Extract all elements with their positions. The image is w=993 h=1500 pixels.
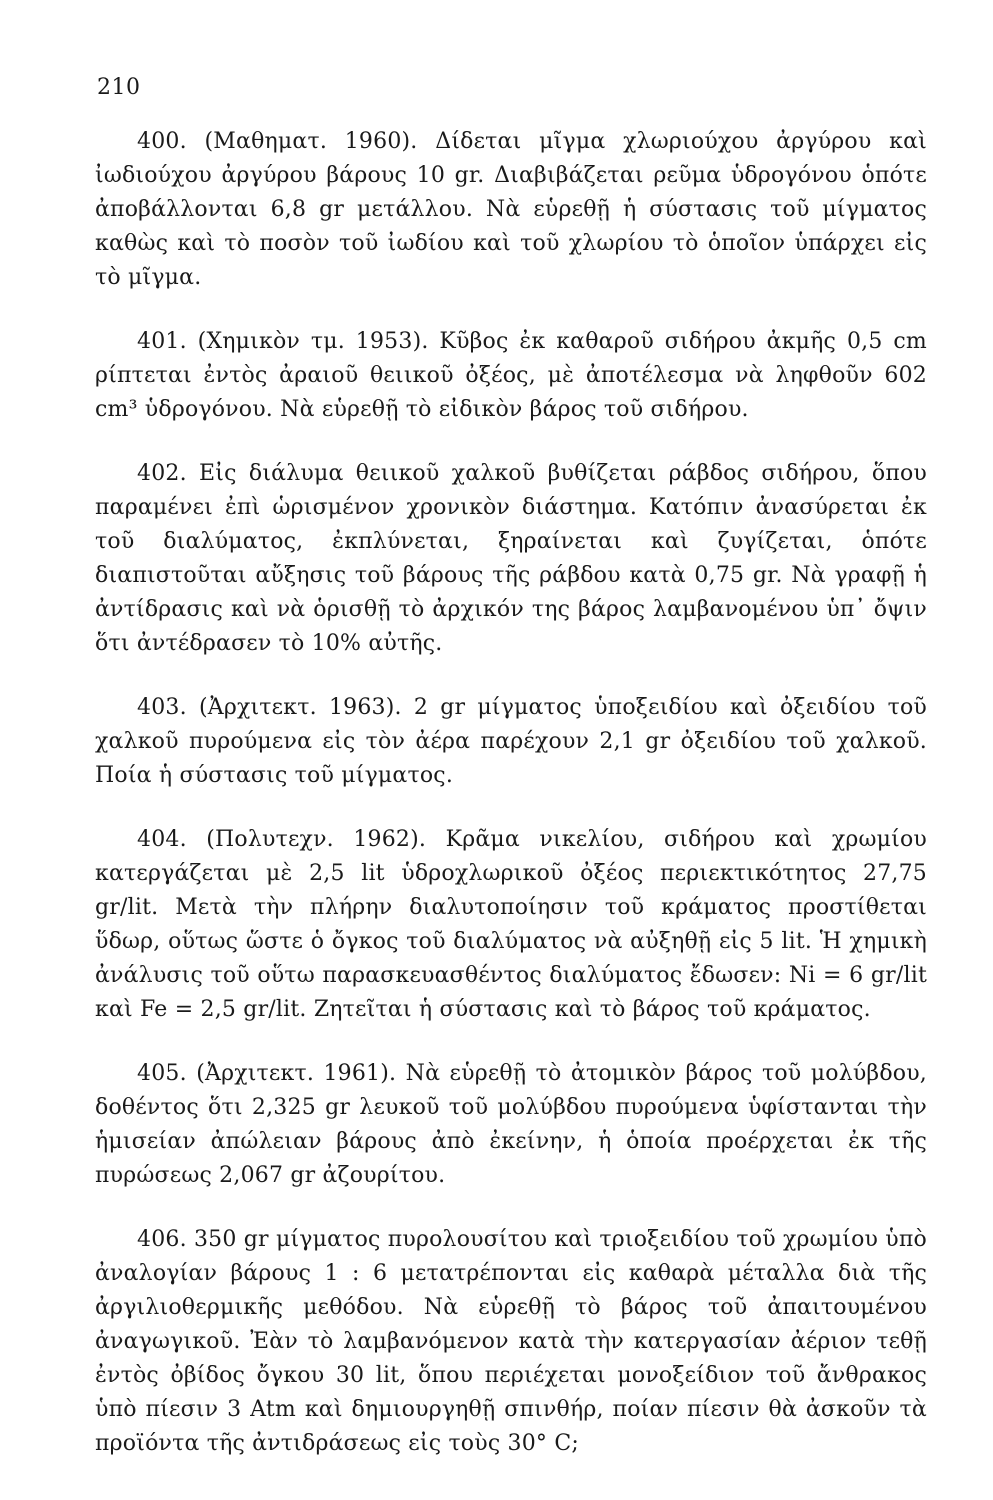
problem-401: 401. (Χημικὸν τμ. 1953). Κῦβος ἐκ καθαροῦ σιδήρου ἀκμῆς 0,5 cm ρίπτεται ἐντὸς ἀραιοῦ θειικοῦ ὀξέος, μὲ ἀποτέλεσμα νὰ ληφθοῦν 602 cm³ ὑδρογόνου. Νὰ εὑρεθῇ τὸ εἰδικὸν βάρος τοῦ σιδήρου. (95, 329, 927, 422)
problem-list (95, 125, 927, 1461)
problem-404: 404. (Πολυτεχν. 1962). Κρᾶμα νικελίου, σιδήρου καὶ χρωμίου κατεργάζεται μὲ 2,5 lit ὑδροχλωρικοῦ ὀξέος περιεκτικότητος 27,75 gr/lit. Μετὰ τὴν πλήρην διαλυτοποίησιν τοῦ κράματος προστίθεται ὕδωρ, οὕτως ὥστε ὁ ὄγκος τοῦ διαλύματος νὰ αὐξηθῇ εἰς 5 lit. Ἡ χημικὴ ἀνάλυσις τοῦ οὕτω παρασκευασθέντος διαλύματος ἔδωσεν: Ni = 6 gr/lit καὶ Fe = 2,5 gr/lit. Ζητεῖται ἡ σύστασις καὶ τὸ βάρος τοῦ κράματος. (95, 827, 927, 1022)
page-number: 210 (97, 75, 141, 100)
problem-402: 402. Εἰς διάλυμα θειικοῦ χαλκοῦ βυθίζεται ράβδος σιδήρου, ὅπου παραμένει ἐπὶ ὡρισμένον χρονικὸν διάστημα. Κατόπιν ἀνασύρεται ἐκ τοῦ διαλύματος, ἐκπλύνεται, ξηραίνεται καὶ ζυγίζεται, ὁπότε διαπιστοῦται αὔξησις τοῦ βάρους τῆς ράβδου κατὰ 0,75 gr. Νὰ γραφῇ ἡ ἀντίδρασις καὶ νὰ ὁρισθῇ τὸ ἀρχικόν της βάρος λαμβανομένου ὑπ᾿ ὄψιν ὅτι ἀντέδρασεν τὸ 10% αὐτῆς. (95, 461, 927, 656)
problem-405: 405. (Ἀρχιτεκτ. 1961). Νὰ εὑρεθῇ τὸ ἀτομικὸν βάρος τοῦ μολύβδου, δοθέντος ὅτι 2,325 gr λευκοῦ τοῦ μολύβδου πυρούμενα ὑφίστανται τὴν ἡμισείαν ἀπώλειαν βάρους ἀπὸ ἐκείνην, ἡ ὁποία προέρχεται ἐκ τῆς πυρώσεως 2,067 gr ἀζουρίτου. (95, 1061, 927, 1188)
problem-403: 403. (Ἀρχιτεκτ. 1963). 2 gr μίγματος ὑποξειδίου καὶ ὀξειδίου τοῦ χαλκοῦ πυρούμενα εἰς τὸν ἀέρα παρέχουν 2,1 gr ὀξειδίου τοῦ χαλκοῦ. Ποία ἡ σύστασις τοῦ μίγματος. (95, 695, 927, 788)
problem-400: 400. (Μαθηματ. 1960). Δίδεται μῖγμα χλωριούχου ἀργύρου καὶ ἰωδιούχου ἀργύρου βάρους 10 gr. Διαβιβάζεται ρεῦμα ὑδρογόνου ὁπότε ἀποβάλλονται 6,8 gr μετάλλου. Νὰ εὑρεθῇ ἡ σύστασις τοῦ μίγματος καθὼς καὶ τὸ ποσὸν τοῦ ἰωδίου καὶ τοῦ χλωρίου τὸ ὁποῖον ὑπάρχει εἰς τὸ μῖγμα. (95, 129, 927, 290)
problem-406: 406. 350 gr μίγματος πυρολουσίτου καὶ τριοξειδίου τοῦ χρωμίου ὑπὸ ἀναλογίαν βάρους 1 : 6 μετατρέπονται εἰς καθαρὰ μέταλλα διὰ τῆς ἀργιλιοθερμικῆς μεθόδου. Νὰ εὑρεθῇ τὸ βάρος τοῦ ἀπαιτουμένου ἀναγωγικοῦ. Ἐὰν τὸ λαμβανόμενον κατὰ τὴν κατεργασίαν ἀέριον τεθῇ ἐντὸς ὀβίδος ὄγκου 30 lit, ὅπου περιέχεται μονοξείδιον τοῦ ἄνθρακος ὑπὸ πίεσιν 3 Atm καὶ δημιουργηθῇ σπινθήρ, ποίαν πίεσιν θὰ ἀσκοῦν τὰ προϊόντα τῆς ἀντιδράσεως εἰς τοὺς 30° C; (95, 1227, 927, 1456)
